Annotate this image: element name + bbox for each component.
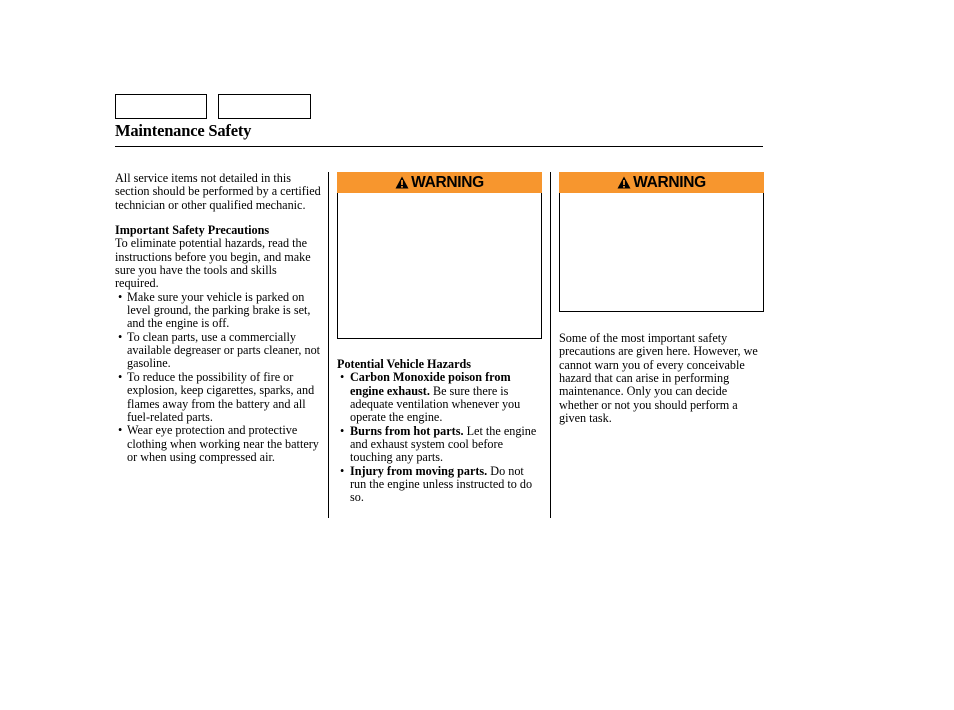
warning-header [337, 172, 542, 193]
hazard-text: Be sure there is adequate ventilation whenever you operate the engine. [350, 383, 521, 425]
nav-button-index[interactable] [218, 94, 311, 119]
warning-label [395, 174, 484, 192]
safety-note-paragraph: Some of the most important safety precautions are given here. However, we cannot warn you of every conceivable hazard that can arise in performing maintenance. Only you can decide whether or not you should perform a given task. [559, 331, 758, 426]
list-item: • Make sure your vehicle is parked on level ground, the parking brake is set, and the engine is off. [115, 291, 323, 331]
nav-button-main-menu[interactable] [115, 94, 207, 119]
column-middle [337, 358, 543, 505]
hazard-title: Carbon Monoxide poison from engine exhaust. [350, 370, 511, 398]
warning-label [617, 174, 706, 192]
hazard-text: Let the engine and exhaust system cool before touching any parts. [350, 423, 537, 465]
list-item [337, 371, 543, 424]
warning-body-box [559, 193, 764, 312]
hazard-title: Burns from hot parts. [350, 423, 464, 438]
vehicle-hazards-heading: Potential Vehicle Hazards [337, 357, 472, 371]
list-item [337, 465, 543, 505]
warning-triangle-icon [617, 176, 631, 189]
warning-header [559, 172, 764, 193]
page-title: Maintenance Safety [115, 121, 252, 140]
precautions-list [115, 291, 323, 464]
column-right [559, 332, 763, 425]
column-divider-right [550, 172, 551, 518]
precautions-lead: To eliminate potential hazards, read the instructions before you begin, and make sure you have the tools and skills required. [115, 236, 311, 291]
list-item: • To reduce the possibility of fire or explosion, keep cigarettes, sparks, and flames away from the battery and all fuel-related parts. [115, 371, 323, 424]
column-divider-left [328, 172, 329, 518]
warning-triangle-icon [395, 176, 409, 189]
title-divider [115, 146, 763, 147]
warning-label-text: WARNING [633, 173, 706, 191]
safety-precautions-heading: Important Safety Precautions [115, 223, 270, 238]
hazard-text: Do not run the engine unless instructed to do so. [350, 463, 533, 505]
list-item [337, 425, 543, 465]
hazard-title: Injury from moving parts. [350, 463, 488, 478]
warning-body-box [337, 193, 542, 339]
column-left [115, 172, 323, 464]
intro-paragraph: All service items not detailed in this section should be performed by a certified technician or other qualified mechanic. [115, 171, 321, 212]
list-item: • To clean parts, use a commercially available degreaser or parts cleaner, not gasoline. [115, 331, 323, 371]
list-item: • Wear eye protection and protective clothing when working near the battery or when using compressed air. [115, 424, 323, 464]
warning-label-text: WARNING [411, 173, 484, 191]
hazards-list [337, 371, 543, 504]
